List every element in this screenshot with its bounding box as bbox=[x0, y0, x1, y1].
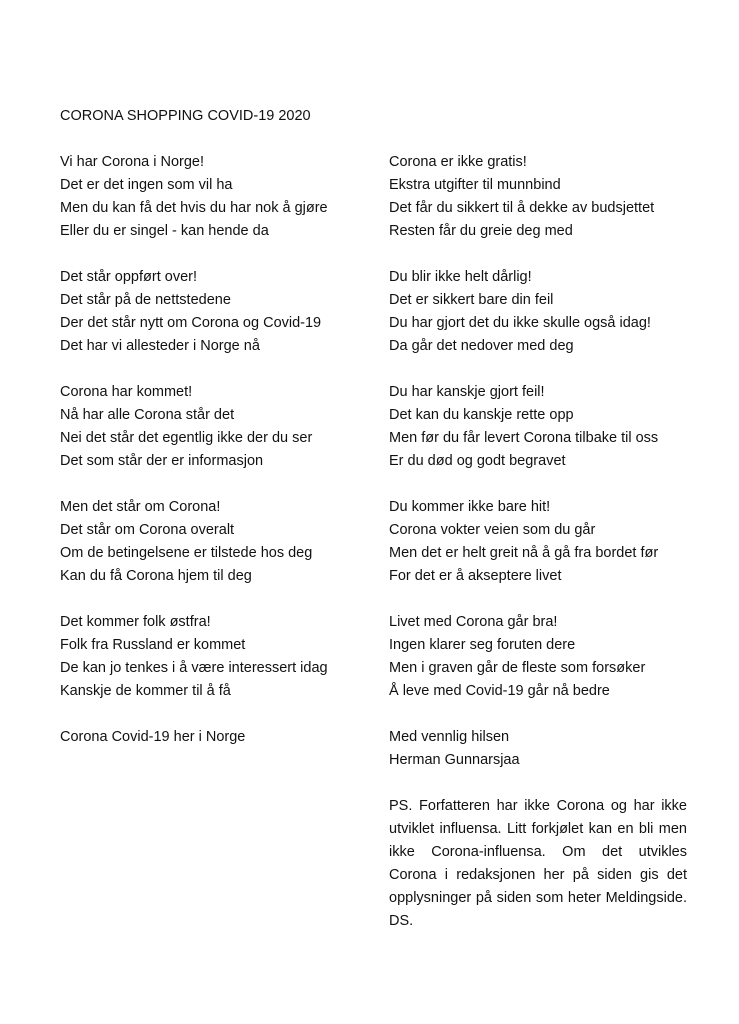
right-stanza bbox=[389, 151, 687, 243]
poem-line: Men i graven går de fleste som forsøker bbox=[389, 660, 646, 676]
poem-line: Folk fra Russland er kommet bbox=[60, 637, 246, 653]
poem-line: Da går det nedover med deg bbox=[389, 338, 574, 354]
poem-line: Det får du sikkert til å dekke av budsjettet bbox=[389, 200, 655, 216]
poem-line: Er du død og godt begravet bbox=[389, 453, 566, 469]
poem-line: Corona er ikke gratis! bbox=[389, 154, 527, 170]
poem-line: Resten får du greie deg med bbox=[389, 223, 573, 239]
poem-line: Kan du få Corona hjem til deg bbox=[60, 568, 252, 584]
poem-line: Du har gjort det du ikke skulle også idag! bbox=[389, 315, 651, 331]
poem-line: Der det står nytt om Corona og Covid-19 bbox=[60, 315, 322, 331]
right-stanza bbox=[389, 611, 687, 703]
poem-line: Det kommer folk østfra! bbox=[60, 614, 211, 630]
poem-line: Med vennlig hilsen bbox=[389, 729, 510, 745]
poem-line: Det har vi allesteder i Norge nå bbox=[60, 338, 260, 354]
poem-line: Det står oppført over! bbox=[60, 269, 197, 285]
poem-line: Det som står der er informasjon bbox=[60, 453, 264, 469]
poem-line: Ekstra utgifter til munnbind bbox=[389, 177, 561, 193]
poem-line: Å leve med Covid-19 går nå bedre bbox=[389, 683, 610, 699]
right-column bbox=[389, 151, 687, 933]
poem-line: Det står på de nettstedene bbox=[60, 292, 231, 308]
poem-line: Det kan du kanskje rette opp bbox=[389, 407, 574, 423]
poem-line: Kanskje de kommer til å få bbox=[60, 683, 231, 699]
poem-line: Corona vokter veien som du går bbox=[389, 522, 596, 538]
poem-line: Du kommer ikke bare hit! bbox=[389, 499, 551, 515]
right-stanza bbox=[389, 381, 687, 473]
poem-line: Herman Gunnarsjaa bbox=[389, 752, 520, 768]
poem-line: Livet med Corona går bra! bbox=[389, 614, 558, 630]
poem-line: Men før du får levert Corona tilbake til oss bbox=[389, 430, 659, 446]
poem-line: Det står om Corona overalt bbox=[60, 522, 235, 538]
poem-title: CORONA SHOPPING COVID-19 2020 bbox=[60, 108, 311, 124]
poem-line: Du blir ikke helt dårlig! bbox=[389, 269, 532, 285]
right-stanza bbox=[389, 266, 687, 358]
poem-line: Om de betingelsene er tilstede hos deg bbox=[60, 545, 313, 561]
left-stanza bbox=[60, 266, 380, 358]
left-stanza bbox=[60, 726, 380, 749]
poem-line: Eller du er singel - kan hende da bbox=[60, 223, 269, 239]
right-stanza bbox=[389, 496, 687, 588]
poem-line: De kan jo tenkes i å være interessert idag bbox=[60, 660, 328, 676]
poem-line: Men det er helt greit nå å gå fra bordet før bbox=[389, 545, 659, 561]
left-stanza bbox=[60, 496, 380, 588]
left-stanza bbox=[60, 151, 380, 243]
poem-line: Corona har kommet! bbox=[60, 384, 193, 400]
poem-line: Det er sikkert bare din feil bbox=[389, 292, 554, 308]
poem-line: Nå har alle Corona står det bbox=[60, 407, 235, 423]
poem-line: Corona Covid-19 her i Norge bbox=[60, 729, 246, 745]
poem-line: Men du kan få det hvis du har nok å gjøre bbox=[60, 200, 328, 216]
right-stanza bbox=[389, 726, 687, 772]
postscript: PS. Forfatteren har ikke Corona og har ikke utviklet influensa. Litt forkjølet kan en bli men ikke Corona-influensa. Om det utvikles Corona i redaksjonen her på siden gis det opplysninger på siden som heter Meldingside. DS. bbox=[389, 798, 687, 929]
poem-line: Ingen klarer seg foruten dere bbox=[389, 637, 576, 653]
left-column bbox=[60, 151, 380, 772]
poem-line: Det er det ingen som vil ha bbox=[60, 177, 233, 193]
left-stanza bbox=[60, 611, 380, 703]
poem-line: Vi har Corona i Norge! bbox=[60, 154, 205, 170]
poem-line: Du har kanskje gjort feil! bbox=[389, 384, 545, 400]
left-stanza bbox=[60, 381, 380, 473]
poem-line: Nei det står det egentlig ikke der du ser bbox=[60, 430, 313, 446]
poem-line: For det er å akseptere livet bbox=[389, 568, 562, 584]
poem-line: Men det står om Corona! bbox=[60, 499, 221, 515]
